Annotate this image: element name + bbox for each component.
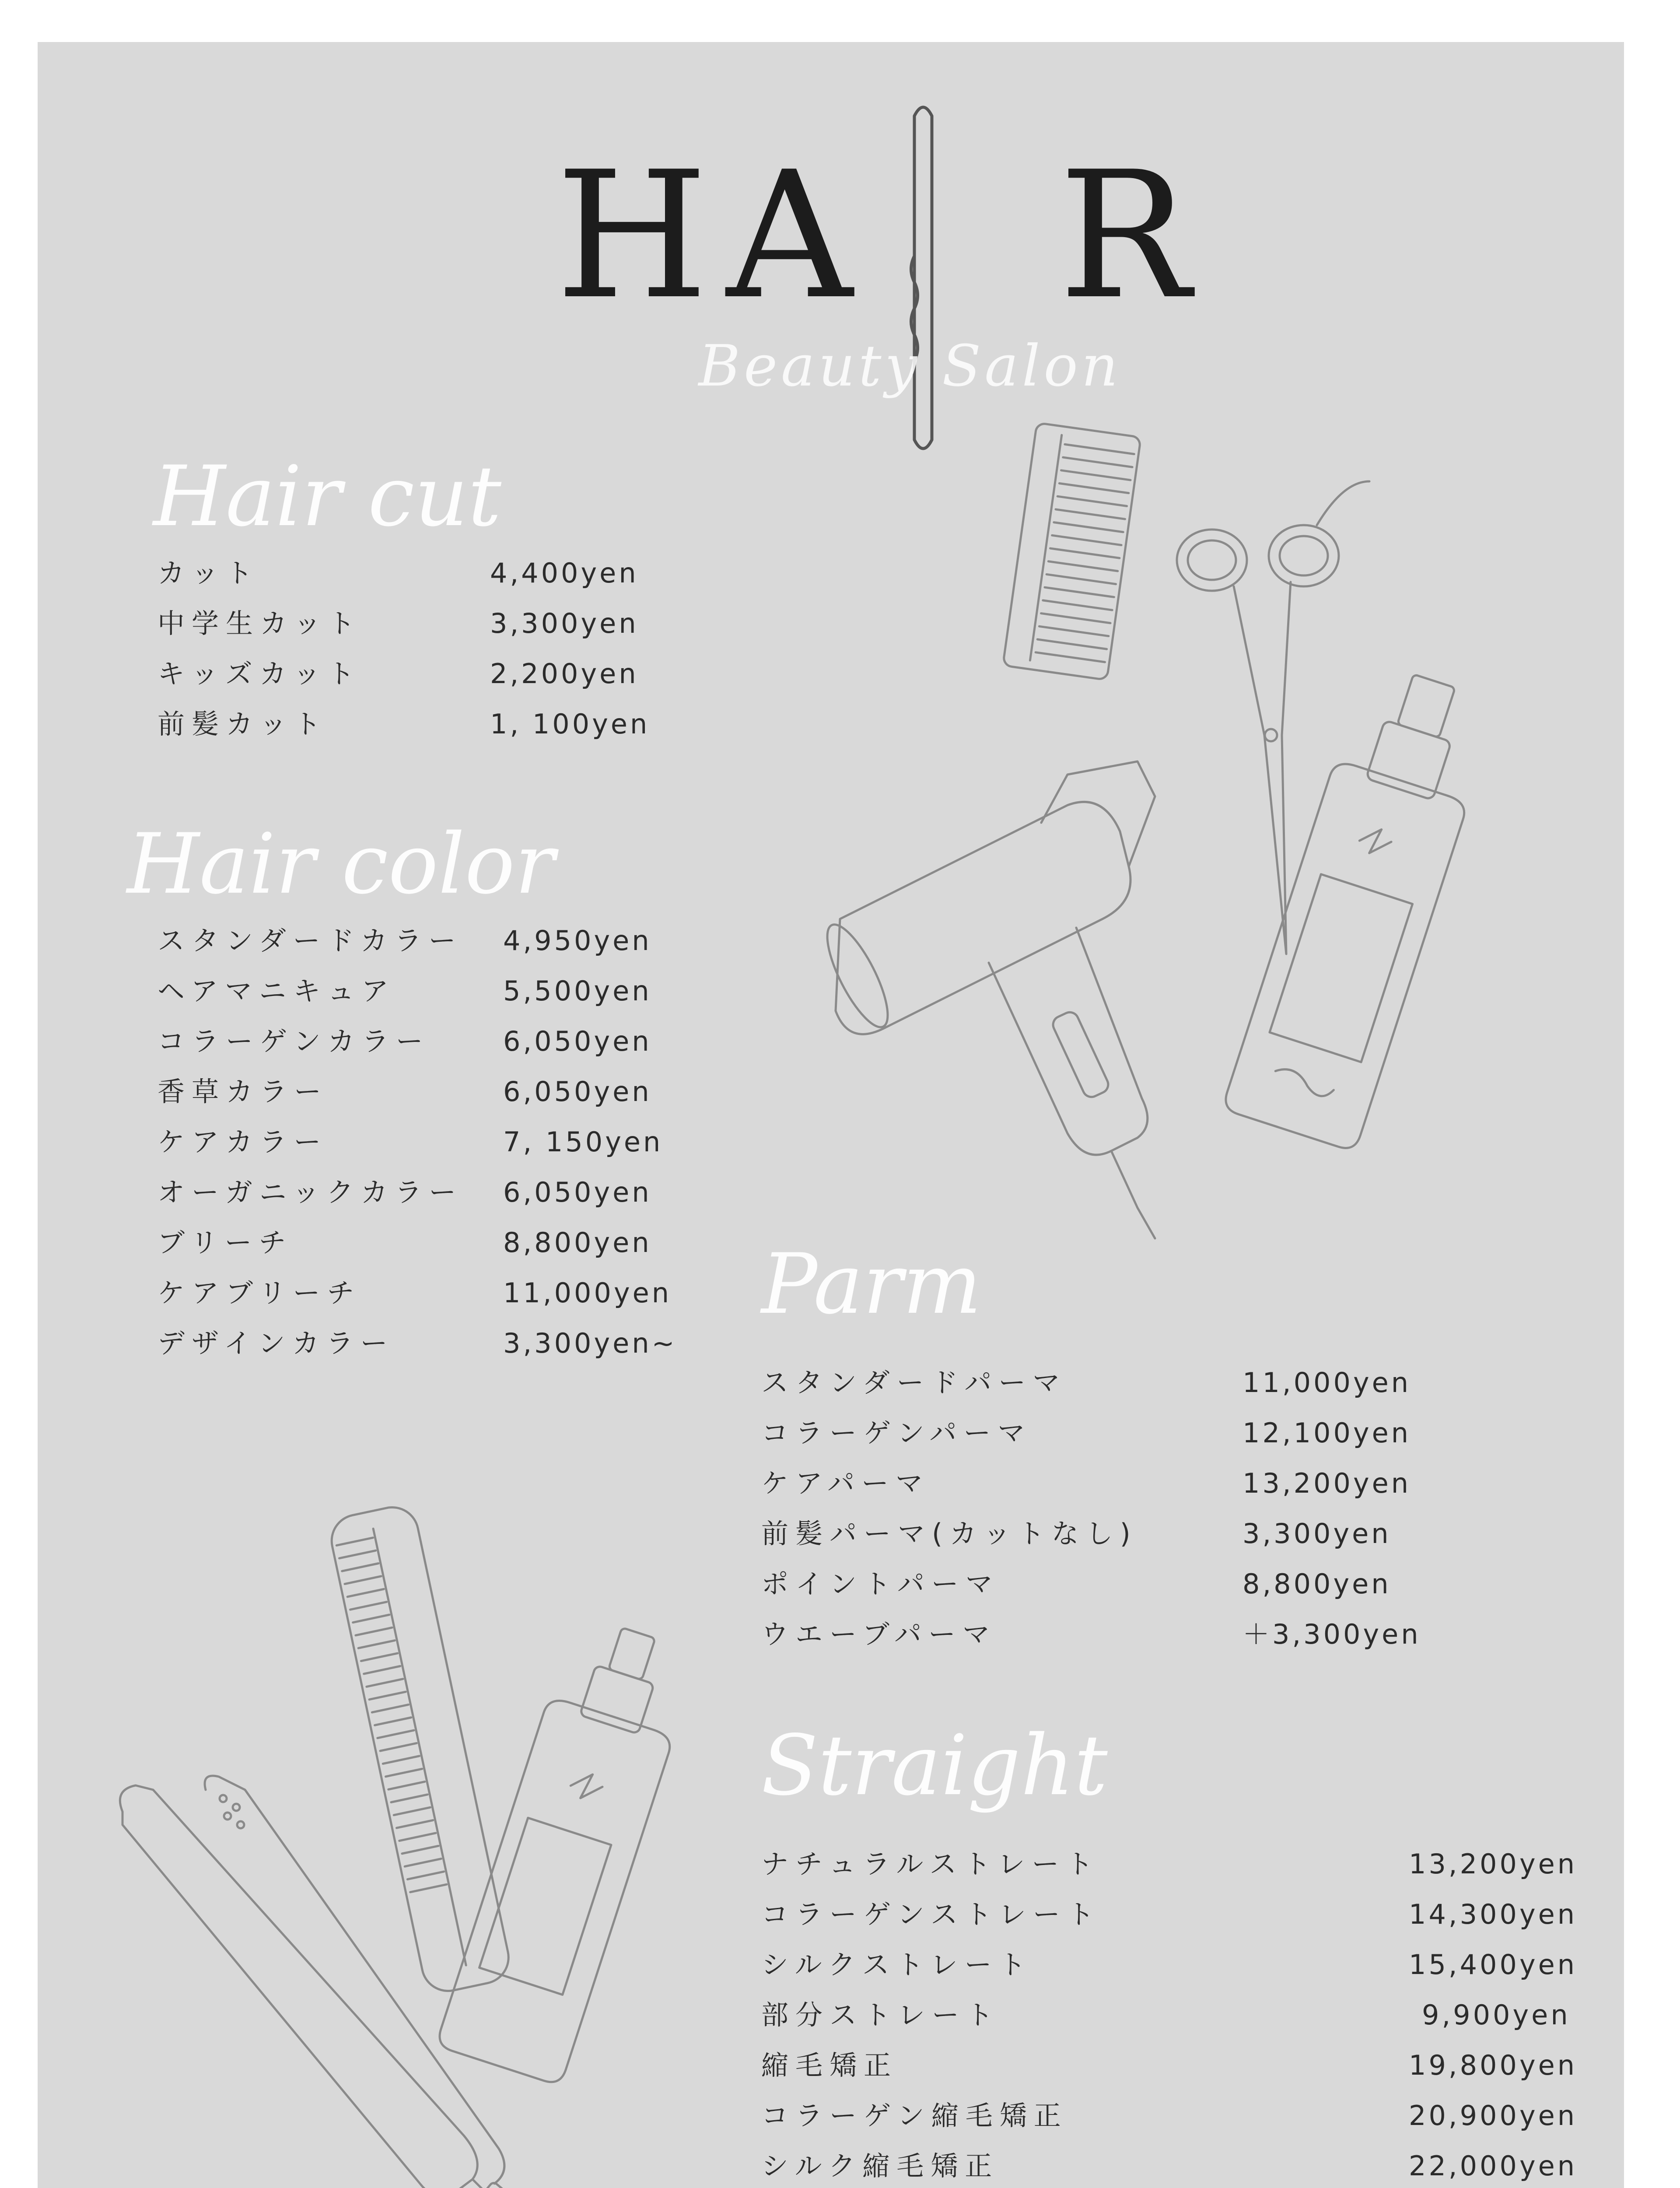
menu-item-name: 香草カラー [158,1076,329,1108]
menu-item-price: 13,200yen [1409,1848,1578,1880]
menu-item-name: オーガニックカラー [158,1176,463,1208]
menu-item-price: 2,200yen [490,658,639,690]
menu-item-price: 12,100yen [1242,1417,1411,1449]
menu-item-name: キッズカット [158,658,362,690]
menu-item-name: シルクストレート [761,1949,1033,1981]
menu-item-name: ナチュラルストレート [761,1848,1100,1880]
menu-item-name: デザインカラー [158,1327,395,1359]
menu-item-name: 中学生カット [158,607,362,639]
menu-item-price: 20,900yen [1409,2100,1578,2132]
menu-item-price: 15,400yen [1409,1949,1578,1981]
logo-letter-a: A [726,134,853,338]
hair-dryer-icon [822,744,1234,1243]
menu-item-price: 19,800yen [1409,2049,1578,2081]
menu-item-price: 11,000yen [1242,1367,1411,1399]
menu-item-name: スタンダードカラー [158,925,463,957]
menu-item-price: 7, 150yen [503,1126,663,1158]
menu-item-price: 1, 100yen [490,708,650,740]
menu-item-name: シルク縮毛矯正 [761,2150,999,2182]
menu-item-price: 3,300yen [490,607,639,639]
menu-item-name: コラーゲン縮毛矯正 [761,2100,1068,2132]
section-title-perm: Parm [761,1236,982,1332]
logo-subtitle: Beauty Salon [698,333,1122,399]
menu-item-price: 14,300yen [1409,1898,1578,1930]
menu-item-price: 22,000yen [1409,2150,1578,2182]
menu-item-price: 3,300yen [1242,1518,1391,1550]
hair-iron-icon [105,1772,551,2188]
menu-item-price: ＋3,300yen [1242,1618,1421,1650]
spray-bottle-icon [1181,656,1514,1155]
menu-item-name: ヘアマニキュア [158,975,396,1007]
menu-item-price: 8,800yen [503,1227,652,1259]
menu-item-price: 6,050yen [503,1176,652,1208]
menu-item-name: 縮毛矯正 [761,2049,898,2081]
logo-letter-r: R [1059,134,1191,338]
section-title-haircut: Hair cut [153,448,502,545]
menu-item-price: 9,900yen [1422,1999,1571,2031]
comb-icon [980,420,1164,683]
menu-item-price: 13,200yen [1242,1467,1411,1499]
section-title-haircolor: Hair color [127,816,555,912]
menu-item-name: ケアカラー [158,1126,328,1158]
menu-item-price: 11,000yen [503,1277,672,1309]
menu-item-name: 前髪パーマ(カットなし) [761,1518,1138,1550]
menu-item-name: ブリーチ [158,1227,293,1259]
logo-letter-h: H [556,134,708,338]
menu-item-name: ポイントパーマ [761,1568,1000,1600]
menu-item-price: 6,050yen [503,1025,652,1057]
menu-item-price: 4,950yen [503,925,652,957]
menu-item-name: カット [158,557,260,589]
menu-item-name: コラーゲンカラー [158,1025,430,1057]
menu-item-name: コラーゲンストレート [761,1898,1101,1930]
menu-item-price: 3,300yen~ [503,1327,677,1359]
menu-item-name: 前髪カット [158,708,328,740]
menu-item-price: 8,800yen [1242,1568,1391,1600]
menu-item-name: ウエーブパーマ [761,1618,997,1650]
section-title-straight: Straight [761,1717,1108,1814]
hairpin-icon [897,98,949,457]
menu-item-name: ケアパーマ [761,1467,930,1499]
menu-item-name: コラーゲンパーマ [761,1417,1032,1449]
menu-item-name: ケアブリーチ [158,1277,361,1309]
menu-item-name: スタンダードパーマ [761,1367,1067,1399]
menu-item-name: 部分ストレート [761,1999,1001,2031]
menu-item-price: 6,050yen [503,1076,652,1108]
menu-item-price: 4,400yen [490,557,639,589]
menu-item-price: 5,500yen [503,975,652,1007]
